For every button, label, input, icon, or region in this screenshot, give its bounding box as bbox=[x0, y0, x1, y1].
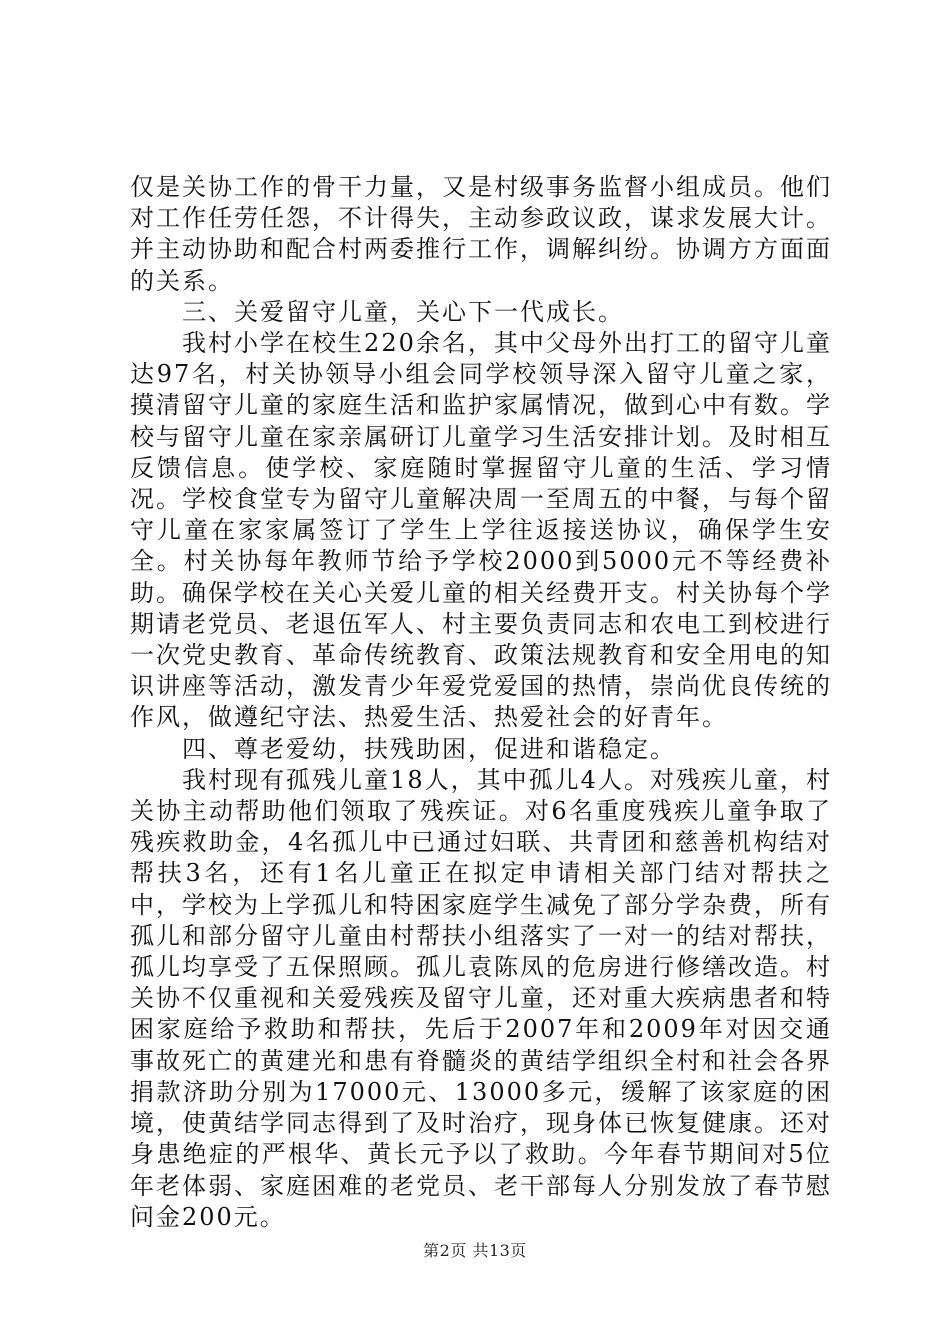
section-heading-four: 四、尊老爱幼，扶残助困，促进和谐稳定。 bbox=[182, 734, 676, 763]
paragraph-continuation: 仅是关协工作的骨干力量，又是村级事务监督小组成员。他们对工作任劳任怨，不计得失，主动参政议政，谋求发展大计。并主动协助和配合村两委推行工作，调解纠纷。协调方方面面的关系。 bbox=[130, 173, 832, 295]
document-body bbox=[130, 172, 832, 1233]
paragraph-left-behind-children: 我村小学在校生220余名，其中父母外出打工的留守儿童达97名，村关协领导小组会同学校领导深入留守儿童之家，摸清留守儿童的家庭生活和监护家属情况，做到心中有数。学校与留守儿童在家亲属研订儿童学习生活安排计划。及时相互反馈信息。使学校、家庭随时掌握留守儿童的生活、学习情况。学校食堂专为留守儿童解决周一至周五的中餐，与每个留守儿童在家家属签订了学生上学往返接送协议，确保学生安全。村关协每年教师节给予学校2000到5000元不等经费补助。确保学校在关心关爱儿童的相关经费开支。村关协每个学期请老党员、老退伍军人、村主要负责同志和农电工到校进行一次党史教育、革命传统教育、政策法规教育和安全用电的知识讲座等活动，激发青少年爱党爱国的热情，崇尚优良传统的作风，做遵纪守法、热爱生活、热爱社会的好青年。 bbox=[130, 329, 832, 732]
section-heading-three: 三、关爱留守儿童，关心下一代成长。 bbox=[182, 297, 624, 326]
page-number-label: 第2页 共13页 bbox=[423, 1241, 527, 1260]
page-footer bbox=[0, 1238, 950, 1261]
paragraph-orphans-and-disabled: 我村现有孤残儿童18人，其中孤儿4人。对残疾儿童，村关协主动帮助他们领取了残疾证。对6名重度残疾儿童争取了残疾救助金，4名孤儿中已通过妇联、共青团和慈善机构结对帮扶3名，还有1名儿童正在拟定申请相关部门结对帮扶之中，学校为上学孤儿和特困家庭学生减免了部分学杂费，所有孤儿和部分留守儿童由村帮扶小组落实了一对一的结对帮扶，孤儿均享受了五保照顾。孤儿袁陈凤的危房进行修缮改造。村关协不仅重视和关爱残疾及留守儿童，还对重大疾病患者和特困家庭给予救助和帮扶，先后于2007年和2009年对因交通事故死亡的黄建光和患有脊髓炎的黄结学组织全村和社会各界捐款济助分别为17000元、13000多元，缓解了该家庭的困境，使黄结学同志得到了及时治疗，现身体已恢复健康。还对身患绝症的严根华、黄长元予以了救助。今年春节期间对5位年老体弱、家庭困难的老党员、老干部每人分别发放了春节慰问金200元。 bbox=[130, 765, 832, 1231]
